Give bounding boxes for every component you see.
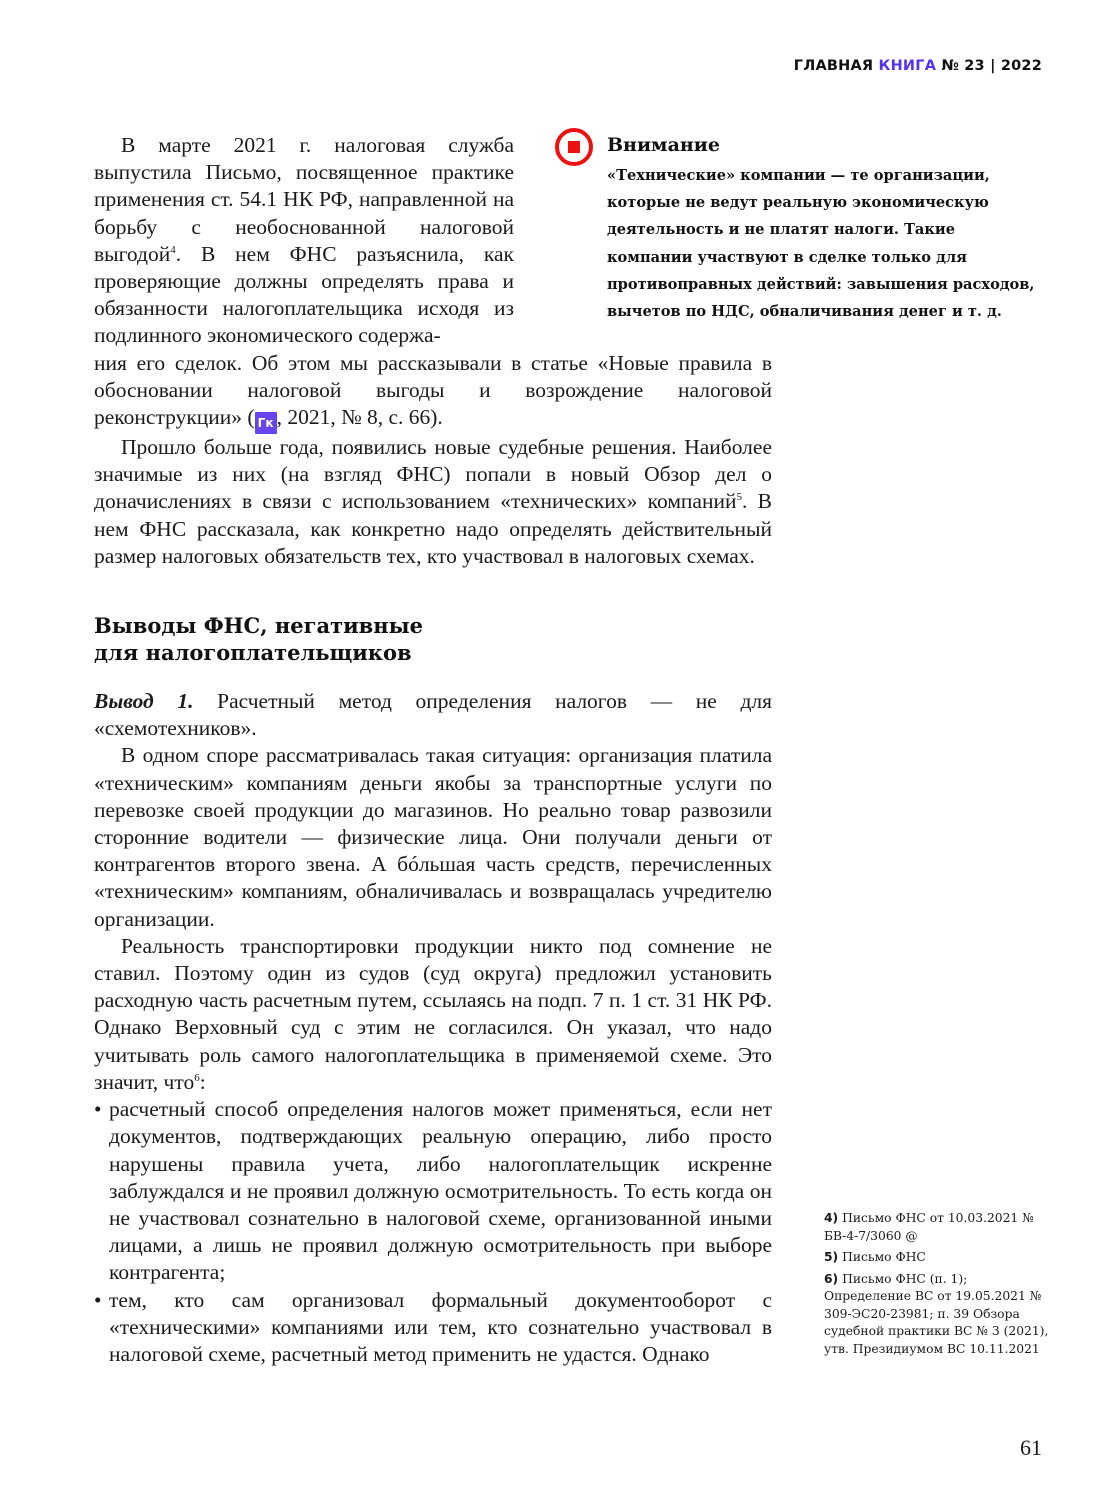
brand-name-accent: КНИГА xyxy=(878,58,937,74)
masthead xyxy=(794,58,1042,74)
issue-number: № 23 | 2022 xyxy=(941,58,1042,74)
footnote-text: Письмо ФНС от 10.03.2021 № БВ-4-7/3060 @ xyxy=(824,1211,1034,1243)
text: Реальность транспортировки продукции никто под сомнение не ставил. Поэтому один из судов (суд округа) предложил установить расходную часть расчетным путем, ссылаясь на подп. 7 п. 1 ст. 31 НК РФ. Однако Верховный суд с этим не согласился. Он указал, что надо учитывать роль самого налогоплательщика в применяемой схеме. Это значит, что xyxy=(94,933,772,1094)
text: расчетный способ определения налогов может применяться, если нет документов, подтверждающих реальную операцию, либо просто нарушены правила учета, либо налогоплательщик искренне заблуждался и не проявил должную осмотрительность. То есть когда он не участвовал сознательно в налоговой схеме, организованной иными лицами, а лишь не проявил должную осмотрительность при выборе контрагента; xyxy=(109,1097,772,1285)
section-heading xyxy=(94,612,772,666)
heading-line: для налогоплательщиков xyxy=(94,640,412,666)
footnote-ref[interactable]: 6 xyxy=(194,1071,200,1084)
footnote-4 xyxy=(824,1210,1049,1245)
intro-paragraph-1-cont xyxy=(94,350,772,434)
footnote-text: Письмо ФНС xyxy=(842,1250,926,1264)
conclusion-1 xyxy=(94,688,772,742)
intro-paragraph-1 xyxy=(94,132,514,350)
footnote-ref[interactable]: 5 xyxy=(736,491,742,504)
attention-body: «Технические» компании — те организации, которые не ведут реальную экономическую деятельность и не платят налоги. Такие компании участвуют в сделке только для противоправных действий: завышения расходов, вычетов по НДС, обналичивания денег и т. д. xyxy=(607,167,1035,321)
text: ния его сделок. Об этом мы рассказывали в статье «Новые правила в обосновании налоговой выгоды и возрождение налоговой реконструкции» ( xyxy=(94,350,772,430)
article-body xyxy=(94,132,772,1368)
conclusion-label: Вывод 1. xyxy=(94,689,194,714)
footnote-6 xyxy=(824,1271,1049,1359)
page-number: 61 xyxy=(1020,1435,1042,1460)
text: . В нем ФНС разъяснила, как проверяющие должны определять права и обязанности налогоплательщика исходя из подлинного экономического содержа- xyxy=(94,241,514,348)
heading-line: Выводы ФНС, негативные xyxy=(94,613,424,639)
glavkniga-logo-icon[interactable]: Гк xyxy=(255,412,277,434)
footnotes xyxy=(824,1210,1049,1362)
text: В марте 2021 г. налоговая служба выпустила Письмо, посвященное практике применения ст. 54.1 НК РФ, направленной на борьбу с необоснованной налоговой выгодой xyxy=(94,133,514,266)
list-item xyxy=(94,1287,772,1369)
section-paragraph-2 xyxy=(94,933,772,1096)
text: Прошло больше года, появились новые судебные решения. Наиболее значимые из них (на взгляд ФНС) попали в новый Обзор дел о доначислениях в связи с использованием «технических» компаний xyxy=(94,435,772,514)
brand-name: ГЛАВНАЯ xyxy=(793,58,874,74)
list-item xyxy=(94,1096,772,1286)
text: : xyxy=(199,1069,206,1094)
text: тем, кто сам организовал формальный документооборот с «техническими» компаниями или тем, кто сознательно участвовал в налоговой схеме, расчетный метод применить не удастся. Однако xyxy=(109,1287,772,1366)
section-paragraph-1: В одном споре рассматривалась такая ситуация: организация платила «техническим» компаниям деньги якобы за транспортные услуги по перевозке своей продукции до магазинов. Но реально товар развозили сторонние водители — физические лица. Они получали деньги от контрагентов второго звена. А бóльшая часть средств, перечисленных «техническим» компаниям, обналичивалась и возвращалась учредителю организации. xyxy=(94,743,772,931)
text: , 2021, № 8, с. 66). xyxy=(276,405,443,430)
bullet-icon: • xyxy=(94,1287,102,1312)
bullet-icon: • xyxy=(94,1097,102,1122)
footnote-5 xyxy=(824,1249,1049,1267)
footnote-number: 4) xyxy=(824,1211,839,1225)
footnote-ref[interactable]: 4 xyxy=(170,243,176,256)
bullet-list xyxy=(94,1096,772,1368)
intro-paragraph-2 xyxy=(94,434,772,570)
attention-title: Внимание xyxy=(607,134,720,156)
footnote-text: Письмо ФНС (п. 1); Определение ВС от 19.05.2021 № 309-ЭС20-23981; п. 39 Обзора судебной практики ВС № 3 (2021), утв. Президиумом ВС 10.11.2021 xyxy=(824,1271,1049,1356)
footnote-number: 5) xyxy=(824,1250,839,1264)
text: . В нем ФНС рассказала, как конкретно надо определять действительный размер налоговых обязательств тех, кто участвовал в налоговых схемах. xyxy=(94,489,772,568)
text: Расчетный метод определения налогов — не для «схемотехников». xyxy=(94,689,773,741)
footnote-number: 6) xyxy=(824,1271,839,1286)
